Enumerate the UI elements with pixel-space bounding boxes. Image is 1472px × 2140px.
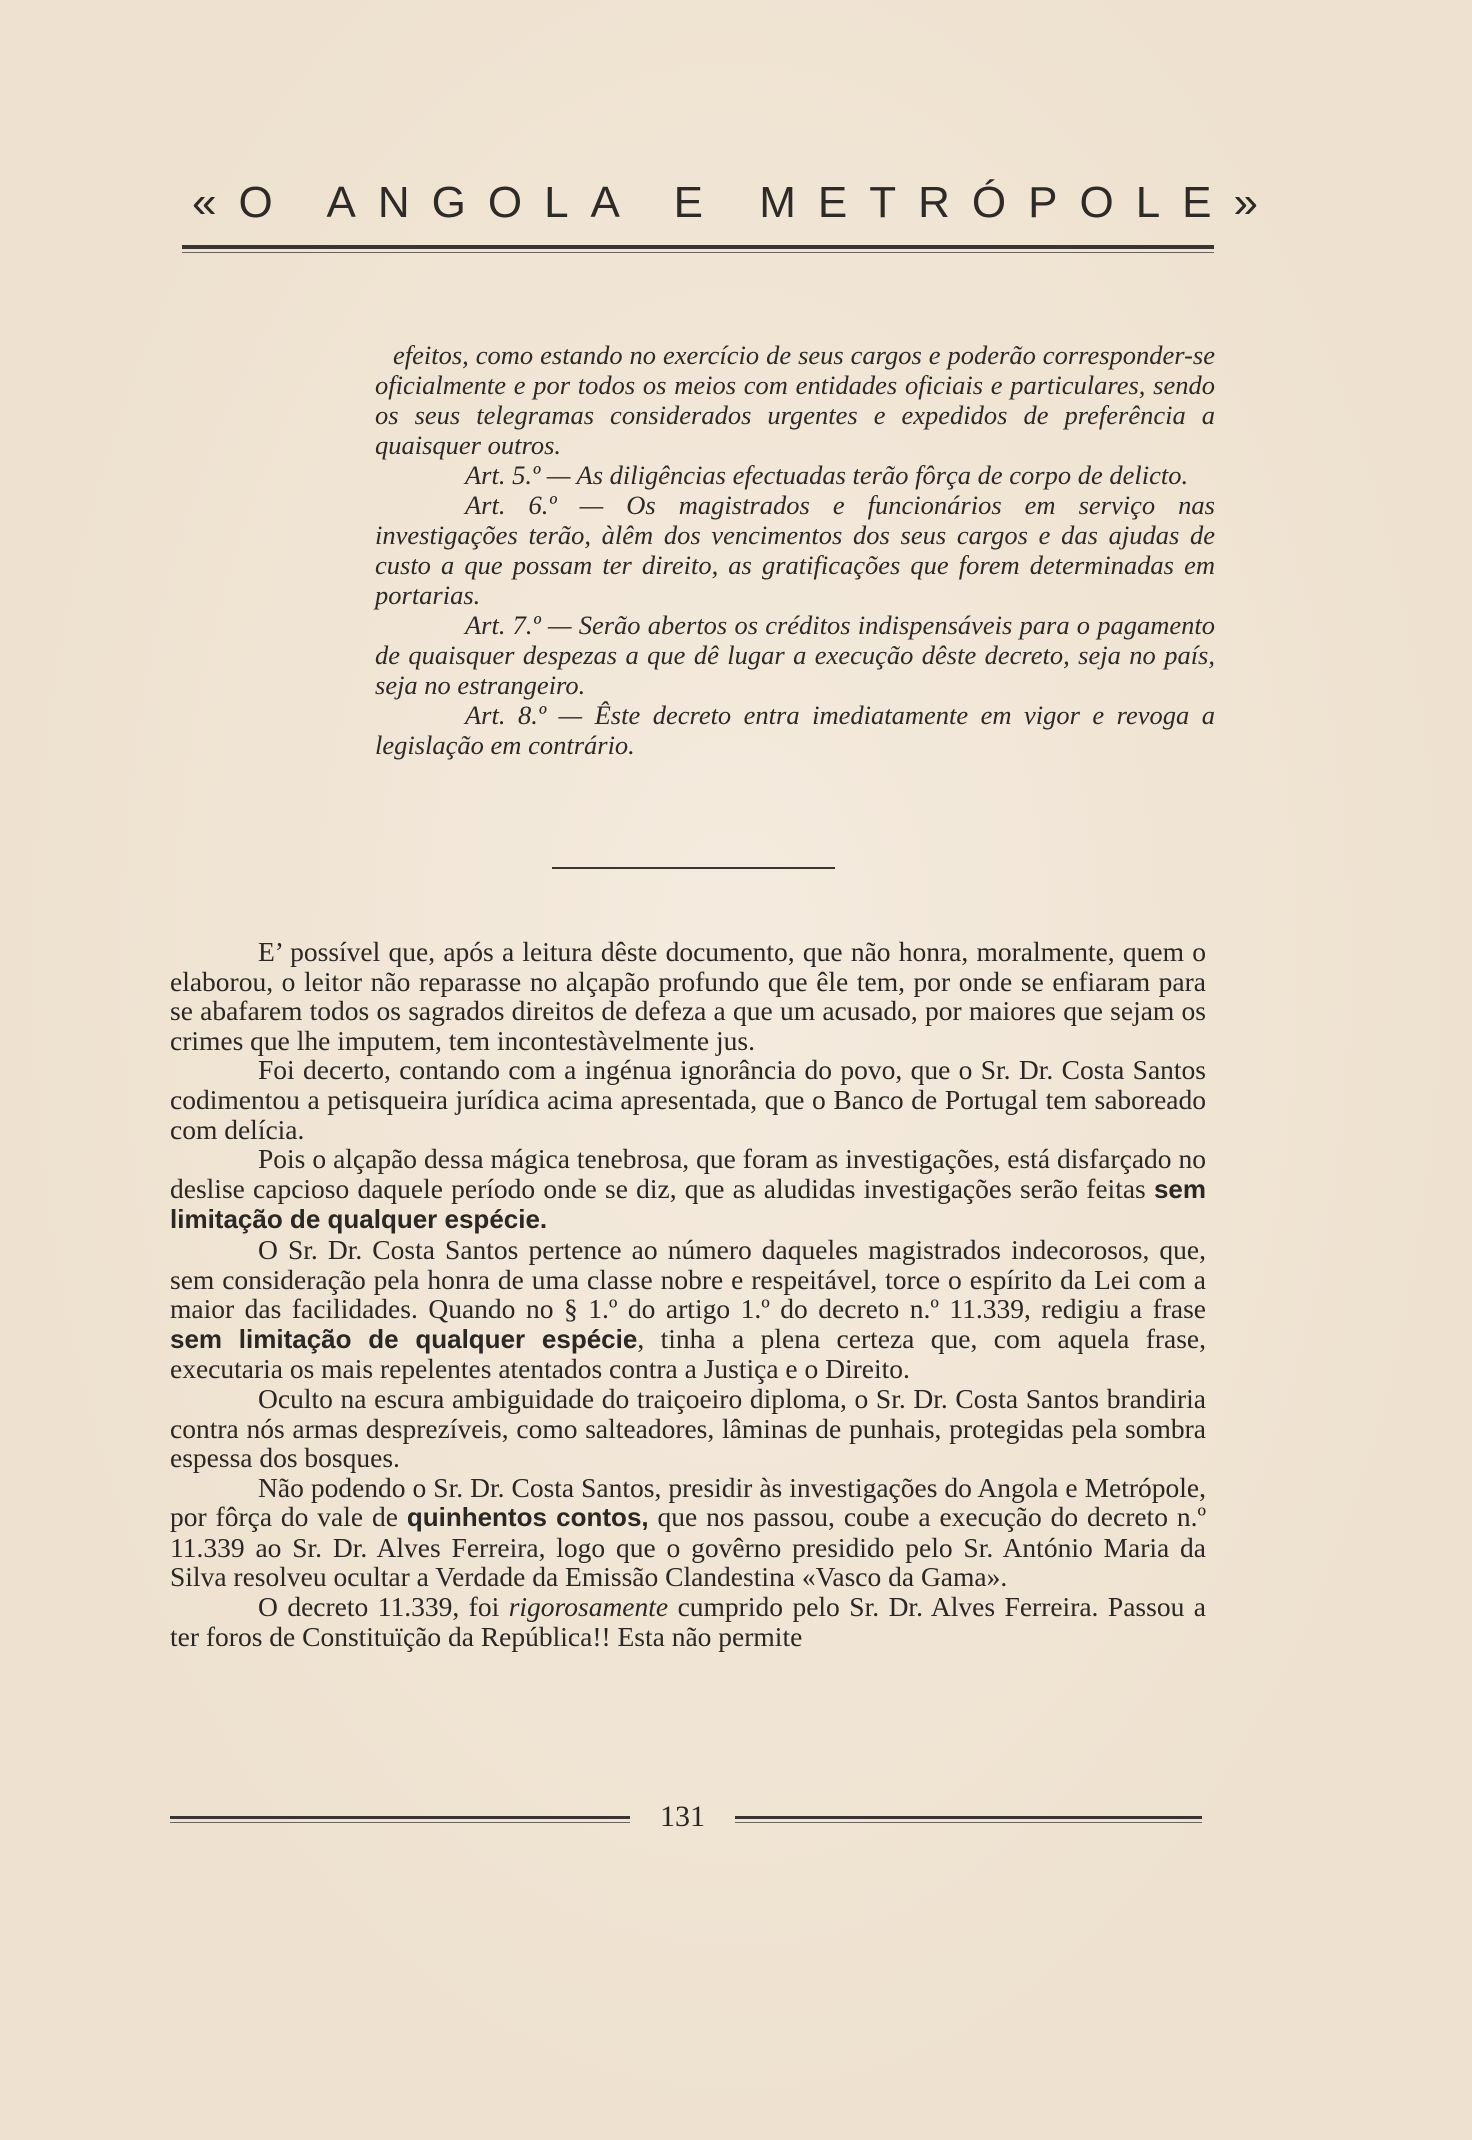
body-paragraph-1: E’ possível que, após a leitura dêste documento, que não honra, moralmente, quem o elaborou, o leitor não reparasse no alçapão profundo que êle tem, por onde se enfiaram para se abafarem todos os sagrados direitos de defeza a que um acusado, por maiores que sejam os crimes que lhe imputem, tem incontestàvelmente jus. (170, 936, 1206, 1056)
body-text-span: cumprido pelo Sr. Dr. Alves Ferreira. Passou a ter foros de Constituïção da República!! Esta não permite (170, 1591, 1206, 1652)
decree-paragraph: efeitos, como estando no exercício de seus cargos e poderão corresponder-se oficialmente e por todos os meios com entidades oficiais e particulares, sendo os seus telegramas considerados urgentes e expedidos de preferência a quaisquer outros. (375, 340, 1215, 460)
body-text-span: O decreto 11.339, foi (258, 1591, 509, 1623)
body-paragraph-5: Oculto na escura ambiguidade do traiçoeiro diploma, o Sr. Dr. Costa Santos brandiria contra nós armas desprezíveis, como salteadores, lâminas de punhais, protegidas pela sombra espessa dos bosques. (170, 1382, 1206, 1474)
decree-article-8: Art. 8.º — Êste decreto entra imediatamente em vigor e revoga a legislação em contrário. (375, 700, 1215, 760)
bold-phrase: sem limitação de qualquer espécie. (170, 1173, 1206, 1235)
body-paragraph-3 (170, 1144, 1206, 1235)
body-text (170, 937, 1206, 1651)
footer-rule-left (170, 1816, 630, 1819)
decree-article-7: Art. 7.º — Serão abertos os créditos indispensáveis para o pagamento de quaisquer despezas a que dê lugar a execução dêste decreto, seja no país, seja no estrangeiro. (375, 610, 1215, 700)
body-text-span: que nos passou, coube a execução do decreto n.º 11.339 ao Sr. Dr. Alves Ferreira, logo que o govêrno presidido pelo Sr. António Maria da Silva resolveu ocultar a Verdade da Emissão Clandestina «Vasco da Gama». (170, 1501, 1206, 1593)
italic-word: rigorosamente (508, 1591, 669, 1623)
decree-article-6: Art. 6.º — Os magistrados e funcionários em serviço nas investigações terão, àlêm dos vencimentos dos seus cargos e das ajudas de custo a que possam ter direito, as gratificações que forem determinadas em portarias. (375, 490, 1215, 610)
bold-phrase: quinhentos contos, (406, 1502, 649, 1533)
header-rule (182, 245, 1214, 249)
body-paragraph-2: Foi decerto, contando com a ingénua ignorância do povo, que o Sr. Dr. Costa Santos codimentou a petisqueira jurídica acima apresentada, que o Banco de Portugal tem saboreado com delícia. (170, 1054, 1206, 1145)
decree-excerpt (375, 340, 1215, 760)
body-text-span: O Sr. Dr. Costa Santos pertence ao número daqueles magistrados indecorosos, que, sem consideração pela honra de uma classe nobre e respeitável, torce o espírito da Lei com a maior das facilidades. Quando no § 1.º do artigo 1.º do decreto n.º 11.339, redigiu a frase (170, 1233, 1206, 1325)
footer-rule-left-thin (170, 1822, 630, 1823)
body-text-span: , tinha a plena certeza que, com aquela frase, executaria os mais repelentes atentados contra a Justiça e o Direito. (170, 1322, 1206, 1385)
decree-article-5: Art. 5.º — As diligências efectuadas terão fôrça de corpo de delicto. (465, 460, 1189, 490)
bold-phrase: sem limitação de qualquer espécie (170, 1323, 638, 1354)
body-paragraph-6 (170, 1473, 1206, 1592)
body-paragraph-7 (170, 1592, 1206, 1651)
footer-rule-right-thin (735, 1822, 1202, 1823)
section-divider (552, 867, 835, 869)
header-rule-thin (182, 252, 1214, 253)
body-text-span: Pois o alçapão dessa mágica tenebrosa, que foram as investigações, está disfarçado no deslise capcioso daquele período onde se diz, que as aludidas investigações serão feitas (170, 1143, 1206, 1204)
page-number: 131 (660, 1800, 705, 1833)
footer-rule-right (735, 1816, 1202, 1819)
body-paragraph-4 (170, 1235, 1206, 1384)
running-header-title: «O ANGOLA E METRÓPOLE» (192, 178, 1280, 227)
page-footer (170, 1800, 1202, 1840)
body-text-span: Não podendo o Sr. Dr. Costa Santos, presidir às investigações do Angola e Metrópole, por fôrça do vale de (170, 1471, 1206, 1533)
